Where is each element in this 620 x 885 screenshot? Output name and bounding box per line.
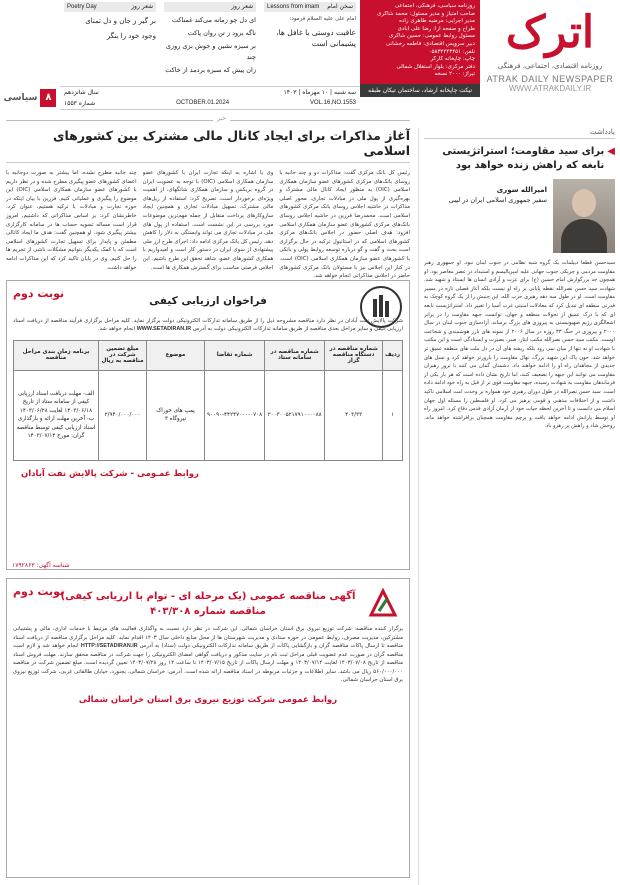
column-title[interactable] bbox=[424, 145, 615, 173]
table-cell: ۴۰۳/۳۳ bbox=[325, 370, 383, 460]
table-header: شماره مناقصه در دستگاه مناقصه گزار bbox=[325, 340, 383, 370]
page-section-tag bbox=[0, 86, 60, 110]
address-ticker: تیکت چاپخانه ارشاد، ساختمان تیکان طبقه چهارم bbox=[360, 84, 480, 97]
issue-date-en: OCTOBER.01.2024 bbox=[176, 100, 230, 106]
refinery-logo-icon bbox=[359, 285, 403, 329]
ad-code: شناسه آگهی: ۱۷۹۲۸۶۳ bbox=[12, 562, 70, 569]
tender-ad-abadan bbox=[6, 280, 410, 570]
tender-table bbox=[13, 340, 403, 461]
publisher-info-box bbox=[360, 0, 480, 84]
issue-year-fa: سال شانزدهم bbox=[64, 89, 99, 96]
poem-line: ناگه برود ز تن روان پاکت bbox=[187, 29, 256, 37]
ad-round-badge: نوبت دوم bbox=[13, 287, 65, 300]
poem-line: زان پیش که سبزه بردمد از خاکت bbox=[165, 66, 256, 74]
info-line: تلفن: ۰۵۸۳۲۲۴۳۴۵۱ bbox=[428, 48, 475, 55]
poetry-day-header-en: Poetry Day bbox=[67, 4, 97, 10]
table-cell: ۲۰۰۳۰۰۵۲۱۷۹۱۰۰۰۰۸۸ bbox=[265, 370, 325, 460]
issue-number-fa: شماره ۱۵۵۳ bbox=[64, 100, 96, 107]
article-column: رئیس کل بانک مرکزی گفت: مذاکرات دو و چند جانبه با روسای بانک‌های مرکزی کشورهای عضو سازمان همکاری اسلامی (OIC) به منظور ایجاد کانال مالی مشترک و بهره‌گیری از پول ملی در مبادلات تجاری، محور اصلی مذاکرات در حاشیه اجلاس روسای بانک مرکزی کشورهای اسلامی است. محمدرضا فرزین در حاشیه اجلاس روسای بانک‌های مرکزی کشورهای عضو سازمان همکاری اسلامی افزود: هدف اصلی حضور در اجلاس بانک‌های مرکزی کشورهای اسلامی که در استانبول ترکیه در حال برگزاری است بحث و گفت و گو درباره توسعه روابط پولی و بانکی با کشورهای عضو سازمان همکاری اسلامی (OIC) است. در کنار این اجلاس نیز با مسئولان بانک مرکزی کشورهای حاضر در اجلاس مذاکراتی انجام خواهد شد. bbox=[279, 170, 410, 280]
poetry-day-box bbox=[60, 0, 160, 84]
info-line: دبیر سرویس اقتصادی: فاطمه رخشانی bbox=[386, 40, 475, 47]
poetry-box bbox=[160, 0, 260, 84]
ad-title: فراخوان ارزیابی کیفی bbox=[149, 295, 267, 307]
page-section-label: سیاسی bbox=[3, 93, 38, 103]
section-divider bbox=[6, 120, 410, 121]
info-line: روزنامه سیاسی، فرهنگی، اجتماعی bbox=[394, 3, 475, 9]
author-photo bbox=[553, 179, 615, 253]
table-row bbox=[14, 370, 403, 460]
power-company-logo-icon bbox=[365, 585, 401, 621]
poetry-day-line: وجود خود را بنگر bbox=[106, 32, 156, 40]
opinion-column bbox=[418, 128, 620, 885]
article-column: چند جانبه مطرح نشده، اما بیشتر به صورت دوجانبه با اعضای کشورهای عضو پیگیری مطرح شده و در نظر داریم با کشورهای عضو سازمان همکاری اسلامی (OIC) این موضوع را پیگیری و عملیاتی کنیم. فرزین با بیان اینکه در حوزه تجارت و مبادلات با ترکیه هستیم، عنوان کرد: خاطرنشان کرد: بر اساس مذاکراتی که داشتیم، امروز قرار است مساله تسویه حساب ها در سامانه کارگزاری بیشتر پیگیری شود. او همچنین گفت: هدف ما ایجاد کانالی مطمئن و پایدار برای تسهیل تجارت کشورهای اسلامی است که با کمک یکدیگر بتوانیم مشکلات ناشی از تحریم ها را حل کنیم. وی در پایان تاکید کرد که این مذاکرات ادامه خواهد داشت. bbox=[5, 170, 137, 271]
logo-text: اترک bbox=[505, 7, 595, 58]
poetry-header bbox=[164, 2, 256, 12]
table-cell: الف- مهلت دریافت اسناد ارزیابی کیفی از سامانه ستاد از تاریخ ۱۴۰۳/۰۶/۱۸ لغایت ۱۴۰۳/۰۶/۲۸ ب- آخرین مهلت ارائه و بارگذاری اسناد ارزیابی کیفی توسط مناقصه گران: مورخ ۱۴۰۳/۰۷/۱۴ bbox=[14, 370, 99, 460]
issue-info-bar bbox=[60, 86, 360, 110]
tender-ad-khorasan bbox=[6, 578, 410, 878]
table-cell: ۹۰۰۹۰-۴۴۲۴۷۰۰۰-۰۷۰۸ bbox=[205, 370, 265, 460]
imam-header-fa: سخن امام bbox=[327, 3, 353, 10]
info-line: چاپ: چاپخانه کارگر bbox=[430, 56, 475, 63]
info-line: مسئول روابط عمومی: حسین شاکری bbox=[388, 33, 475, 40]
table-cell: ۲/۹۴۰/۰۰۰/۰۰۰ bbox=[99, 370, 147, 460]
table-header: موضوع bbox=[147, 340, 205, 370]
table-cell: پمپ های خوراک نیروگاه ۳ bbox=[147, 370, 205, 460]
table-header: مبلغ تضمین شرکت در مناقصه به ریال bbox=[99, 340, 147, 370]
imam-quote-box bbox=[260, 0, 360, 84]
author-role: سفیر جمهوری اسلامی ایران در لیبی bbox=[448, 196, 547, 204]
poem-line: ای دل چو زمانه می‌کند غمناکت bbox=[171, 16, 256, 24]
poetry-day-header bbox=[64, 2, 156, 12]
poetry-day-header-fa: شعر روز bbox=[131, 3, 153, 10]
section-divider-label: خبر bbox=[213, 115, 230, 122]
tender-number: مناقصه شماره ۴۰۳/۳۰۸ bbox=[150, 606, 266, 617]
main-article bbox=[5, 128, 410, 280]
author-name: امیرالله سوری bbox=[496, 186, 547, 194]
ad-text-body: برگزار کننده مناقصه: شرکت توزیع نیروی برق استان خراسان شمالی. این شرکت در نظر دارد نسبت به واگذاری فعالیت های مرتبط با خدمات اداری، مالی و پشتیبانی مشترکین، مدیریت مصرف، روابط عمومی در حوزه ستادی و مدیریت شهرستان ها از محل منابع داخلی سال ۱۴۰۳ اقدام نماید. کلیه مراحل برگزاری مناقصه از دریافت اسناد مناقصه تا ارسال پاکات مناقصه گران و بازگشایی پاکات از طریق سامانه تدارکات الکترونیکی دولت (ستاد) به آدرس bbox=[13, 626, 403, 649]
main-article-title[interactable]: آغاز مذاکرات برای ایجاد کانال مالی مشترک بین کشورهای اسلامی bbox=[6, 128, 410, 163]
ad-title bbox=[13, 589, 403, 619]
table-header-row bbox=[14, 340, 403, 370]
imam-header bbox=[264, 2, 356, 12]
ad-signature: روابط عمـومی - شرکت پالایش نفت آبادان bbox=[21, 468, 199, 479]
article-column: وی با اشاره به اینکه تجارت ایران با کشورهای عضو سازمان همکاری اسلامی (OIC) با توجه به عضویت ایران در گروه بریکس و سازمان همکاری شانگهای، از اهمیت ویژه‌ای برخوردار است، تصریح کرد: استفاده از ریل‌های مالی مشترک، تسهیل مبادلات تجاری و همچنین ایجاد سازوکارهای پرداخت متقابل از جمله مهم‌ترین موضوعات مورد بررسی در این نشست است. استفاده از پول های ملی در مبادلات تجاری می تواند وابستگی به دلار را کاهش دهد. رئیس کل بانک مرکزی ادامه داد: اجرای طرح ارز ملی پیشنهادی از سوی ایران در دستور کار است و امیدواریم با همکاری کشورهای عضو، شاهد تحقق این طرح باشیم. این اجلاس فرصتی مناسب برای گسترش همکاری ها است. bbox=[142, 170, 274, 271]
ad-title-text: آگهی مناقصه عمومی (یک مرحله ای - توام با ارزیابی کیفی) bbox=[60, 591, 356, 602]
logo-english: ATRAK DAILY NEWSPAPER bbox=[486, 74, 614, 84]
imam-source: امام علی علیه السلام فرمود: bbox=[289, 16, 356, 22]
logo-tagline: روزنامه اقتصادی، اجتماعی، فرهنگی bbox=[497, 62, 603, 70]
bullet-icon: ◀ bbox=[607, 146, 615, 157]
setad-link[interactable]: WWW.SETADIRAN.IR bbox=[136, 326, 192, 333]
imam-header-en: Lessons from imam bbox=[267, 4, 320, 10]
info-line: تیراژ: ۲۰۰۰ نسخه bbox=[434, 71, 475, 78]
poem-line: بر سبزه نشین و خوش بزی روزی چند bbox=[165, 42, 256, 61]
info-line: دفتر مرکزی: بلوار استقلال شمالی bbox=[396, 63, 475, 70]
column-body: سیدحسن قطعا دیپلمات یک گروه شبه نظامی در جنوب لبنان نبود. او جمهوری رهبر مقاومت مردمی و چریکی جنوب جهانی علیه امپریالیسم و استبداد در عصر معاصر بود. او همچون جد بزرگوارش امام حسین (ع) برای عزت و آزادی انسان ها ایستاد و شهید شد. شهادت سید حسن نصرالله نقطه پایانی بر راه او نیست بلکه آغاز فصلی تازه در مسیر مقاومت است. او در طول سه دهه رهبری حزب الله، این جنبش را از یک گروه کوچک به قدرتی منطقه ای تبدیل کرد که معادلات امنیتی غرب آسیا را تغییر داد. استراتژیست نابغه ای که با درک عمیق از تحولات منطقه و جهان، توانست جبهه مقاومت را در برابر اشغالگری رژیم صهیونیستی به پیروزی های بزرگ برساند. آزادسازی جنوب لبنان در سال ۲۰۰۰ و پیروزی در جنگ ۳۳ روزه در سال ۲۰۰۶ از نمونه های بارز هوشمندی و شجاعت اوست. مکتب سید حسن نصرالله مکتب ایثار، صبر، بصیرت و ایستادگی است و این مکتب با شهادت او نه تنها از میان نمی رود بلکه ریشه های آن در دل ملت های منطقه عمیق تر خواهد شد. خون پاک این شهید بزرگ، نهال مقاومت را بارورتر خواهد کرد و نسل های جدیدی از مجاهدان راه او را ادامه خواهند داد. دشمنان گمان می کنند با ترور رهبران مقاومت می توانند این جبهه را تضعیف کنند، اما تاریخ نشان داده است که هر بار یکی از فرماندهان مقاومت به شهادت رسیده، جبهه مقاومت قوی تر از قبل به راه خود ادامه داده است. سید حسن نصرالله در طول دوران رهبری خود همواره بر وحدت امت اسلامی تاکید داشت و از اختلافات مذهبی و قومی پرهیز می کرد. او فلسطین را مسئله اول جهان اسلام می دانست و تا آخرین لحظه حیات خود از آرمان آزادی قدس دفاع کرد. امروز راه او توسط یارانش ادامه خواهد یافت و پرچم مقاومت همچنان برافراشته خواهد ماند. روحش شاد و راهش پر رهرو باد. bbox=[424, 260, 615, 430]
ad-text bbox=[13, 625, 403, 685]
ad-text-end: انجام خواهد شد و لازم است مناقصه گران در صورت عدم عضویت قبلی مراحل ثبت نام در سایت مذکور و دریافت گواهی امضای الکترونیکی را جهت شرکت در مناقصه محقق سازند. مهلت فروش اسناد مناقصه از تاریخ ۱۴۰۳/۰۷/۰۸ لغایت ۱۴۰۳/۰۷/۱۴ و مهلت ارسال پاکات از تاریخ ۱۴۰۳/۰۷/۱۵ تا ساعت ۱۲ روز ۱۴۰۳/۰۷/۲۸ تعیین گردیده است. مبلغ تضمین شرکت در مناقصه ۵۶۰/۰۰۰/۰۰۰ ریال می باشد. سایر اطلاعات و جزئیات مربوطه در اسناد مناقصه ارائه شده است. آدرس: خراسان شمالی، بجنورد، خیابان طالقانی غربی، شرکت توزیع نیروی برق استان خراسان شمالی. bbox=[13, 643, 403, 683]
ad-signature: روابط عمومی شرکت توزیع نیروی برق استان خراسان شمالی bbox=[78, 694, 338, 705]
website-url[interactable]: WWW.ATRAKDAILY.IR bbox=[508, 84, 592, 93]
author-info bbox=[449, 179, 547, 253]
issue-date-fa: سه شنبه | ۱۰ مهرماه | ۱۴۰۳ bbox=[283, 89, 356, 96]
poetry-day-line: بر گیر ز جان و دل تمنای bbox=[85, 17, 156, 25]
setad-link[interactable]: HTTP://SETADIRAN.IR bbox=[80, 643, 138, 649]
info-line: طراح و صفحه آرا: رضا علی آبادی bbox=[397, 25, 475, 32]
info-line: صاحب امتیاز و مدیر مسئول: محمد شاکری bbox=[377, 10, 475, 17]
page-number: ۸ bbox=[40, 89, 56, 107]
poetry-header-fa: شعر روز bbox=[231, 3, 253, 10]
table-cell: ۱ bbox=[383, 370, 403, 460]
issue-volume-en: VOL.16,NO.1553 bbox=[309, 100, 356, 106]
info-line: مدیر اجرایی: مرضیه طاهری زاده bbox=[399, 18, 475, 25]
table-header: برنامه زمان بندی مراحل مناقصه bbox=[14, 340, 99, 370]
author-row bbox=[424, 179, 615, 253]
main-article-columns bbox=[6, 169, 410, 297]
ad-text bbox=[13, 317, 403, 334]
ad-round-badge: نوبت دوم bbox=[13, 585, 65, 598]
masthead bbox=[0, 0, 620, 110]
newspaper-logo[interactable] bbox=[480, 4, 620, 108]
ad-text-end: انجام خواهد شد. bbox=[97, 326, 135, 333]
table-header: شماره مناقصه در سامانه ستاد bbox=[265, 340, 325, 370]
imam-quote: عاقبت دوستی با غافل ها، پشیمانی است bbox=[276, 28, 356, 48]
column-title-text: برای سید مقاومت؛ استراتژیستی نابغه که راهش زنده خواهد بود bbox=[442, 146, 605, 171]
ad-text-body: شرکت پالایش نفت آبادان در نظر دارد مناقصه مشروحه ذیل را از طریق سامانه تدارکات الکترونیکی دولت برگزار نماید. کلیه مراحل برگزاری فرآیند مناقصه از دریافت اسناد ارزیابی کیفی و سایر مراحل بعدی مناقصه از طریق سامانه تدارکات الکترونیکی دولت به آدرس bbox=[13, 318, 403, 333]
table-header: ردیف bbox=[383, 340, 403, 370]
column-section-label: یادداشت bbox=[424, 128, 615, 139]
table-header: شماره تقاضا bbox=[205, 340, 265, 370]
